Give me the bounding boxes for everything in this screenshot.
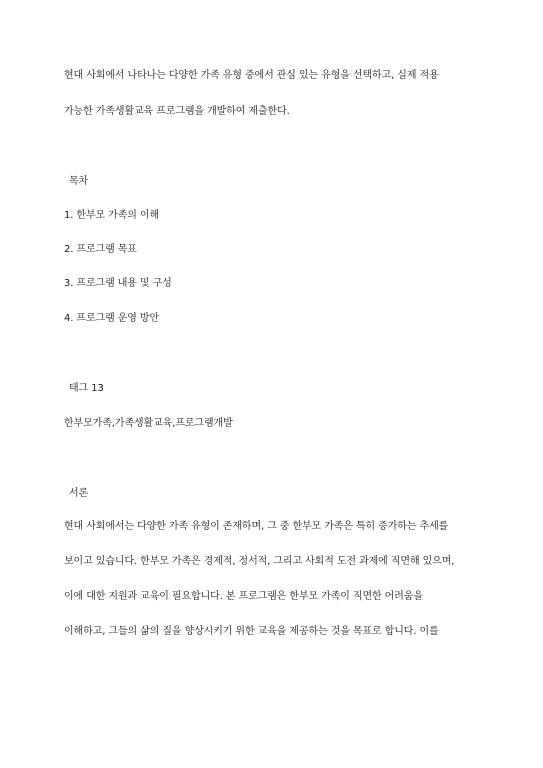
introduction-line-1: 현대 사회에서는 다양한 가족 유형이 존재하며, 그 중 한부모 가족은 특히 증가하는 추세를 [64,521,449,532]
toc-heading: 목차 [69,176,89,187]
introduction-line-3: 이에 대한 지원과 교육이 필요합니다. 본 프로그램은 한부모 가족이 직면한 어려움을 [64,591,423,602]
toc-item-4: 4. 프로그램 운영 방안 [64,313,160,324]
introduction-line-2: 보이고 있습니다. 한부모 가족은 경제적, 정서적, 그리고 사회적 도전 과제에 직면해 있으며, [64,556,455,567]
introduction-line-4: 이해하고, 그들의 삶의 질을 향상시키기 위한 교육을 제공하는 것을 목표로 합니다. 이를 [64,626,439,637]
introduction-heading: 서론 [69,488,89,499]
toc-item-1: 1. 한부모 가족의 이해 [64,210,160,221]
intro-line-2: 가능한 가족생활교육 프로그램을 개발하여 제출한다. [64,106,290,117]
tags-heading: 태그 13 [69,383,104,394]
intro-line-1: 현대 사회에서 나타나는 다양한 가족 유형 중에서 관심 있는 유형을 선택하고, 실제 적용 [64,70,439,81]
toc-item-2: 2. 프로그램 목표 [64,244,137,255]
tags-text: 한부모가족,가족생활교육,프로그램개발 [64,418,233,429]
toc-item-3: 3. 프로그램 내용 및 구성 [64,278,172,289]
